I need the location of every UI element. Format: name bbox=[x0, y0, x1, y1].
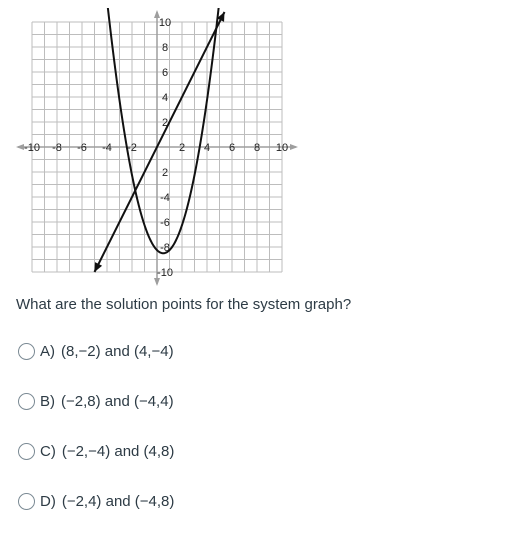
y-tick-label: 8 bbox=[161, 42, 169, 54]
x-tick-label: -4 bbox=[102, 142, 112, 154]
coordinate-graph bbox=[8, 8, 308, 293]
x-tick-label: 4 bbox=[203, 142, 211, 154]
option-c-text: (−2,−4) and (4,8) bbox=[61, 443, 175, 460]
x-tick-label: 6 bbox=[228, 142, 236, 154]
x-tick-label: -6 bbox=[77, 142, 87, 154]
option-b-radio[interactable] bbox=[18, 393, 35, 410]
y-tick-label: -10 bbox=[157, 267, 173, 279]
option-c-radio[interactable] bbox=[18, 443, 35, 460]
option-d-text: (−2,4) and (−4,8) bbox=[61, 493, 175, 510]
x-axis-arrow-left bbox=[16, 144, 24, 150]
y-tick-label: 10 bbox=[158, 17, 172, 29]
option-a-letter: A) bbox=[40, 343, 55, 360]
y-tick-label: -8 bbox=[160, 242, 170, 254]
y-tick-label: 2 bbox=[161, 117, 169, 129]
x-tick-label: 2 bbox=[178, 142, 186, 154]
y-axis-arrow-down bbox=[154, 278, 160, 286]
option-a-radio[interactable] bbox=[18, 343, 35, 360]
x-axis-arrow-right bbox=[290, 144, 298, 150]
y-tick-label: 4 bbox=[161, 92, 169, 104]
y-tick-label: 6 bbox=[161, 67, 169, 79]
option-a[interactable] bbox=[18, 343, 174, 360]
curves bbox=[95, 8, 226, 272]
y-tick-label: -4 bbox=[160, 192, 170, 204]
option-b-letter: B) bbox=[40, 393, 55, 410]
option-c[interactable] bbox=[18, 443, 174, 460]
x-tick-label: -8 bbox=[52, 142, 62, 154]
x-tick-label: 10 bbox=[275, 142, 289, 154]
question-text: What are the solution points for the system graph? bbox=[16, 296, 352, 313]
option-b[interactable] bbox=[18, 393, 174, 410]
option-a-text: (8,−2) and (4,−4) bbox=[61, 343, 174, 360]
x-tick-label: -10 bbox=[24, 142, 40, 154]
option-d-letter: D) bbox=[40, 493, 56, 510]
x-tick-label: 8 bbox=[253, 142, 261, 154]
x-tick-label: -2 bbox=[127, 142, 137, 154]
option-d-radio[interactable] bbox=[18, 493, 35, 510]
option-d[interactable] bbox=[18, 493, 174, 510]
option-c-letter: C) bbox=[40, 443, 56, 460]
y-tick-label: -6 bbox=[160, 217, 170, 229]
y-tick-label: 2 bbox=[161, 167, 169, 179]
option-b-text: (−2,8) and (−4,4) bbox=[61, 393, 174, 410]
